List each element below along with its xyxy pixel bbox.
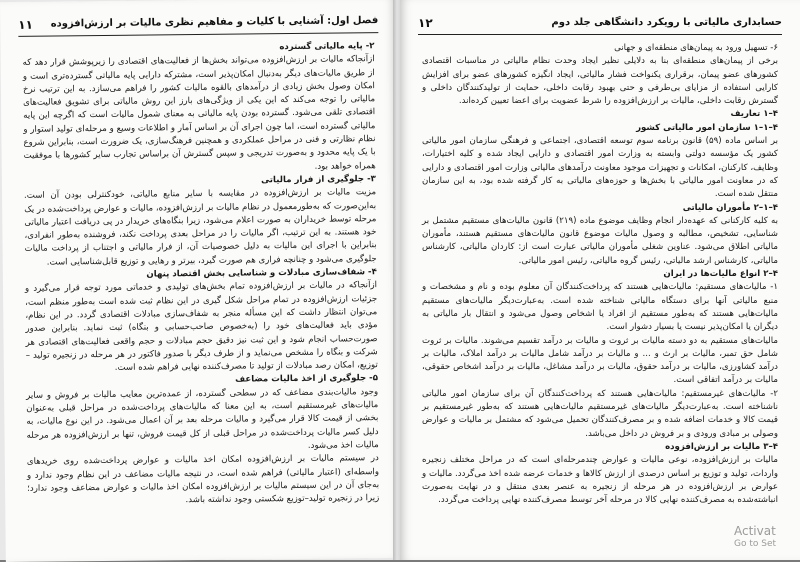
paragraph: در سیستم مالیات بر ارزش‌افزوده امکان اخذ مالیات و عوارض پرداخت‌شده روی خریدهای واسطه‌ای (اعتبار مالیاتی) فراهم شده است، در نتیجه مالیات مضاعف در این نظام وجود ندارد و به‌جای آن در این سیستم مالیات بر ارزش‌افزوده امکان اخذ مالیات و عوارض مضاعف وجود ندارد؛ زیرا در زنجیره تولید–توزیع شکستی وجود نداشته باشد.: [26, 453, 380, 506]
section-heading: ۴- شفاف‌سازی مبادلات و شناسایی بخش اقتصاد پنهان: [146, 267, 377, 280]
paragraph: بر اساس ماده (۵۹) قانون برنامه سوم توسعه اقتصادی، اجتماعی و فرهنگی سازمان امور مالیاتی کشور یک مؤسسه دولتی وابسته به وزارت امور اقتصادی و دارایی ایجاد شده و کلیه اختیارات، وظایف، کارکنان، امکانات و تجهیزات موجود معاونت درآمدهای مالیاتی وزارت امور اقتصادی و دارایی که در معاونت امور مالیاتی با بخش‌ها و حوزه‌های مالیاتی به کار گرفته شده بود، به این سازمان منتقل شده است.: [422, 136, 778, 200]
paragraph: ۱- مالیات‌های مستقیم: مالیات‌هایی هستند که پرداخت‌کنندگان آن معلوم بوده و نام و مشخصات و منبع مالیاتی آنها برای دستگاه مالیاتی شناخته شده است. به‌عبارت‌دیگر مالیات‌های مستقیم مالیات‌هایی هستند که به‌طور مستقیم از افراد یا اشخاص وصول می‌شود و انتقال بار مالیاتی به دیگران یا امکان‌پذیر نیست یا بسیار دشوار است.: [422, 282, 778, 333]
section-heading: ۲- پایه مالیاتی گسترده: [279, 41, 375, 53]
section-heading: ۴–۳ مالیات بر ارزش‌افزوده: [665, 441, 778, 452]
watermark-line-1: Activat: [734, 524, 776, 538]
section-heading: ۵- جلوگیری از اخذ مالیات مضاعف: [235, 373, 379, 386]
right-header-title: حسابداری مالیاتی با رویکرد دانشگاهی جلد دوم: [551, 17, 782, 28]
paragraph: مالیات بر ارزش‌افزوده، نوعی مالیات و عوارض چندمرحله‌ای است که در مراحل مختلف زنجیره واردات، تولید و توزیع بر اساس درصدی از ارزش کالاها و خدمات عرضه شده اخذ می‌گردد. مالیات و عوارض بر ارزش‌افزوده در هر مرحله از زنجیره به عنصر بعدی منتقل و در نهایت به‌صورت انباشته‌شده به مصرف‌کننده نهایی کالا در مرحله آخر توسط مصرف‌کننده نهایی پرداخت می‌گردد.: [422, 455, 778, 506]
paragraph: وجود مالیات‌بندی مضاعف که در سطحی گسترده، از عمده‌ترین معایب مالیات بر فروش و سایر مالیات‌های غیرمستقیم است، به این معنا که مالیات‌های پرداخت‌شده در مراحل قبلی به‌عنوان بخشی از قیمت کالا قرار می‌گیرد و مالیات مرحله بعد بر آن اعمال می‌شود. در این نوع مالیات، به دلیل کسر مالیات پرداخت‌شده در مراحل قبلی از کل قیمت فروش، تنها بر ارزش‌افزوده هر مرحله مالیات اخذ می‌شود.: [26, 386, 379, 451]
watermark-line-2: Go to Set: [734, 539, 777, 549]
paragraph: ۲- مالیات‌های غیرمستقیم: مالیات‌هایی هستند که پرداخت‌کنندگان آن برای سازمان امور مالیاتی ناشناخته است. به‌عبارت‌دیگر مالیات‌های غیرمستقیم مالیات‌هایی هستند که به‌طور غیرمستقیم بر قیمت کالا و خدمات اضافه شده و بر مصرف‌کنندگان تحمیل می‌شود که مشتمل بر مالیات و عوارض وصولی بر مبادی ورودی و بر فروش در داخل می‌باشد.: [422, 388, 778, 439]
section-heading: ۴–۱ تعاریف: [730, 109, 778, 120]
section-heading: ۳- جلوگیری از فرار مالیاتی: [261, 174, 376, 186]
paragraph: مزیت مالیات بر ارزش‌افزوده در مقایسه با سایر منابع مالیاتی، خودکنترلی بودن آن است. به‌این‌صورت که به‌طورمعمول در نظام مالیات بر ارزش‌افزوده، مالیات و عوارض پرداخت‌شده در یک مرحله توسط خریداران به صورت اعلام می‌شود، زیرا بنگاه‌های خریدار در پی دریافت اعتبار مالیاتی خود هستند. به این ترتیب، اگر مالیات را در مراحل بعدی پرداخت نکند، فروشنده به‌طور انفرادی، بنابراین با اجرای این مالیات به دلیل خصوصیات آن، از فرار مالیاتی و اجتناب از پرداخت مالیات جلوگیری می‌شود و چنانچه فراری هم صورت گیرد، بیرتر و رهایی و توزیع قابل‌شناسایی است.: [23, 187, 377, 268]
activation-watermark: [734, 524, 776, 549]
section-heading: ۴–۱–۲ مأموران مالیاتی: [682, 202, 778, 213]
paragraph: مالیات‌های مستقیم به دو دسته مالیات بر ثروت و مالیات بر درآمد تقسیم می‌شوند. مالیات بر ثروت شامل حق تمبر، مالیات بر ارث و ... و مالیات بر درآمد شامل مالیات بر درآمد املاک، مالیات بر درآمد کشاورزی، مالیات بر درآمد حقوق، مالیات بر درآمد مشاغل، مالیات بر درآمد اشخاص حقوقی، مالیات بر درآمد اتفاقی است.: [422, 335, 778, 386]
left-header-title: فصل اول: آشنایی با کلیات و مفاهیم نظری مالیات بر ارزش‌افزوده: [50, 15, 379, 30]
right-page-body: [422, 42, 778, 552]
section-heading: ۴–۱–۱ سازمان امور مالیاتی کشور: [636, 122, 778, 133]
left-page-header: [18, 12, 378, 37]
paragraph: به کلیه کارکنانی که عهده‌دار انجام وظایف موضوع ماده (۲۱۹) قانون مالیات‌های مستقیم مشتمل بر شناسایی، تشخیص، مطالبه و وصول مالیات موضوع قانون مالیات‌های مستقیم هستند، مأموران مالیاتی اطلاق می‌شود. عناوین شغلی مأموران مالیاتی عبارت است از: کاردان مالیاتی، کارشناس مالیاتی، کارشناس ارشد مالیاتی، رئیس گروه مالیاتی، رئیس امور مالیاتی.: [422, 215, 778, 266]
left-page-body: [22, 40, 379, 554]
paragraph: ازآنجاکه در مالیات بر ارزش‌افزوده تمام بخش‌های تولیدی و خدماتی مورد توجه قرار می‌گیرد و جزئیات ارزش‌افزوده در تمام مراحل شکل گیری در این نظام ثبت شده است به‌طور منظم است، می‌توان انتظار داشت که این مسأله منجر به شفاف‌سازی مبادلات اقتصادی گردد. در این نظام، مؤدی باید فعالیت‌های خود را (به‌خصوص صاحب‌حسابی و بنگاه) ثبت نماید. بنابراین صدور صورت‌حساب انجام شود و این ثبت نیز دقیق حجم مبادلات و حجم واقعی فعالیت‌های اقتصادی هر شرکت و بنگاه را مشخص می‌نماید و از طرف دیگر با صدور فاکتور در هر مرحله در زنجیره تولید – توزیع، امکان رصد مبادلات از تولید تا مصرف‌کننده نهایی فراهم شده است.: [24, 280, 378, 374]
section-heading: ۴–۲ انواع مالیات‌ها در ایران: [663, 269, 778, 280]
paragraph: ۶- تسهیل ورود به پیمان‌های منطقه‌ای و جهانی: [614, 43, 778, 53]
right-page: [400, 0, 800, 560]
right-page-number: ۱۲: [418, 16, 433, 30]
left-page-number: ۱۱: [18, 17, 33, 32]
paragraph: برخی از پیمان‌های منطقه‌ای بنا به دلایلی نظیر ایجاد وحدت نظام مالیاتی در مناسبات اقتصادی کشورهای عضو پیمان، برقراری یکنواخت فشار مالیاتی، ایجاد انگیزه کشورهای عضو برای افزایش کارایی استفاده از مزایای بی‌طرفی و حتی بهبود رقابت داخلی، حمایت از تولیدکنندگان داخلی و گسترش رقابت داخلی، مالیات بر ارزش‌افزوده را شرط عضویت برای اعضا تعیین کرده‌اند.: [422, 56, 778, 107]
right-page-header: [418, 14, 782, 35]
paragraph: ازآنجاکه مالیات بر ارزش‌افزوده می‌تواند بخش‌ها از فعالیت‌های اقتصادی را زیرپوشش قرار دهد که از طریق مالیات‌های دیگر به‌دنبال امکان‌پذیر است، مشترکه دارایی پایه مالیاتی گسترده‌تری است و امکان وصول بخش زیادی از درآمدهای بالقوه مالیات کشور را فراهم می‌سازد. به این ترتیب نرخ مالیاتی را توجه می‌کند که این یکی از ویژگی‌های بارز این روش مالیاتی برای تشویق فعالیت‌های اقتصادی تلقی می‌شود. گسترده بودن پایه مالیاتی به معنای شمول مالیات است که اگرچه این پایه مالیاتی گسترده است، اما چون اجرای آن بر اساس آمار و اطلاعات وسیع و مرحله‌ای تولید استوار و نظام نظارتی و فنی در مراحل عملکردی و همچنین فرهنگ‌سازی، یک ضرورت است، بنابراین شروع با یک پایه محدود و به‌صورت تدریجی و سپس گسترش آن براساس تجارب سایر کشورها با موفقیت همراه خواهد بود.: [22, 54, 376, 172]
